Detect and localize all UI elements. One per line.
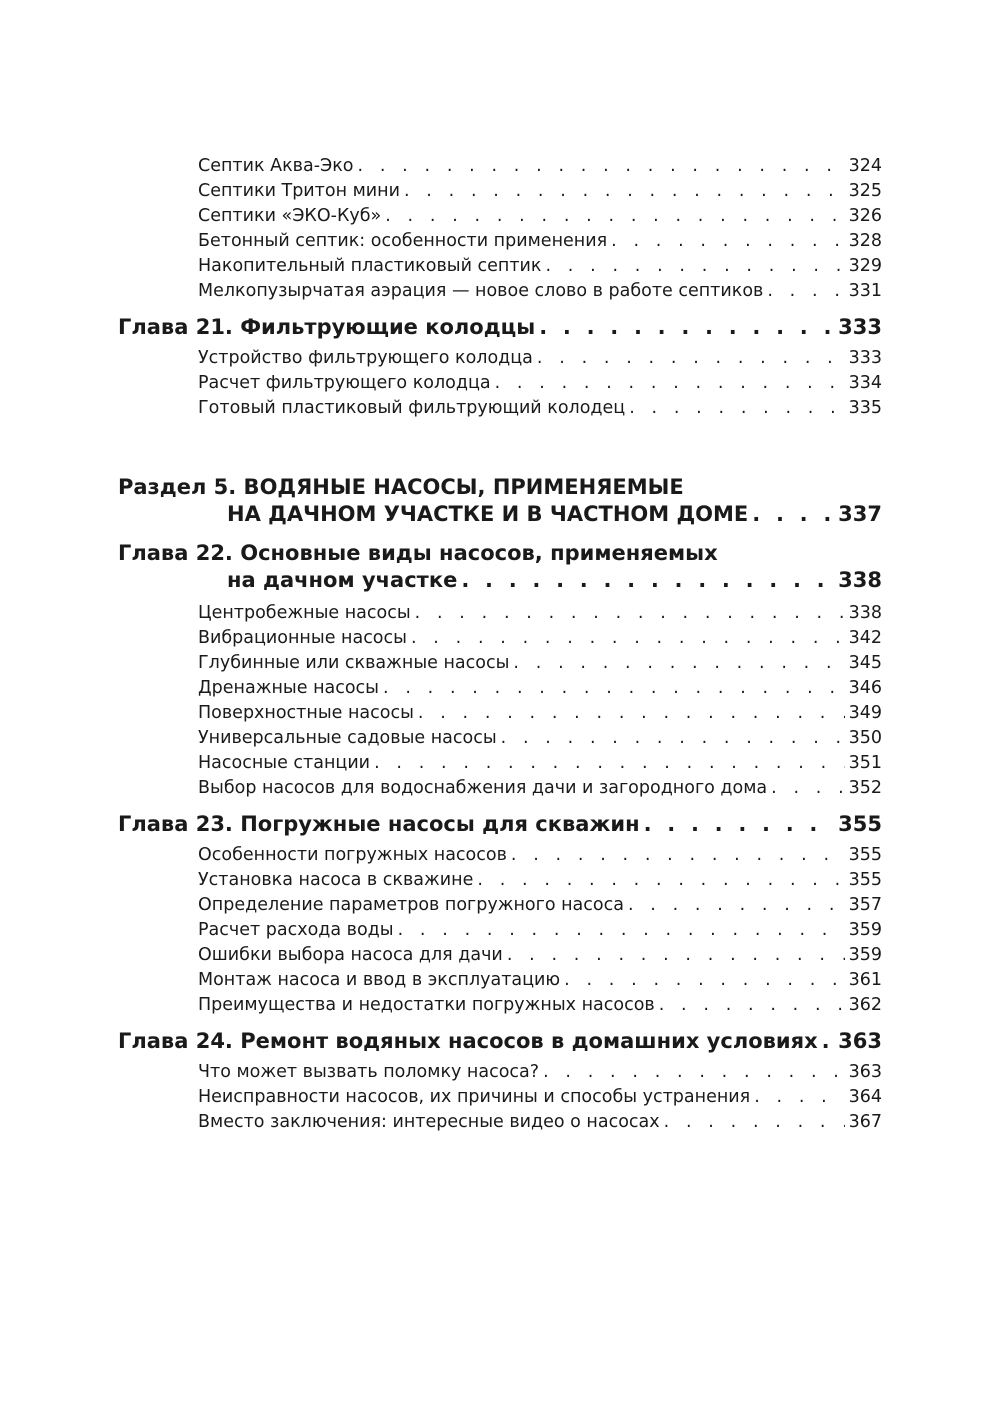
- toc-entry[interactable]: [198, 279, 882, 304]
- toc-entry[interactable]: [198, 204, 882, 229]
- toc-entry-title: Вместо заключения: интересные видео о насосах: [198, 1112, 660, 1132]
- toc-entry[interactable]: [198, 968, 882, 993]
- toc-chapter-22-title-line1: Глава 22. Основные виды насосов, применяемых: [118, 541, 718, 565]
- toc-entry-title: Преимущества и недостатки погружных насосов: [198, 995, 655, 1015]
- leader-dots: [767, 279, 844, 304]
- toc-entry-page: 362: [848, 995, 882, 1015]
- toc-chapter-23[interactable]: [118, 808, 882, 840]
- leader-dots: [404, 179, 845, 204]
- leader-dots: [398, 918, 845, 943]
- toc-entry-page: 335: [848, 398, 882, 418]
- toc-entry-title: Дренажные насосы: [198, 678, 379, 698]
- toc-entry-title: Накопительный пластиковый септик: [198, 256, 542, 276]
- leader-dots: [644, 808, 835, 840]
- toc-entry-page: 326: [848, 206, 882, 226]
- toc-entry[interactable]: [198, 1085, 882, 1110]
- toc-entry-page: 338: [848, 603, 882, 623]
- toc-entry-title: Септик Аква-Эко: [198, 156, 354, 176]
- toc-entry[interactable]: [198, 626, 882, 651]
- leader-dots: [543, 1060, 845, 1085]
- toc-entry-title: Устройство фильтрующего колодца: [198, 348, 533, 368]
- toc-entry-page: 355: [848, 845, 882, 865]
- leader-dots: [358, 154, 845, 179]
- leader-dots: [495, 371, 845, 396]
- toc-entry-page: 333: [848, 348, 882, 368]
- toc-entry-page: 334: [848, 373, 882, 393]
- toc-entry-title: Выбор насосов для водоснабжения дачи и загородного дома: [198, 778, 768, 798]
- toc-chapter-title: Глава 21. Фильтрующие колодцы: [118, 315, 536, 339]
- leader-dots: [659, 993, 845, 1018]
- toc-entry-page: 342: [848, 628, 882, 648]
- toc-entry-page: 350: [848, 728, 882, 748]
- toc-entry[interactable]: [198, 726, 882, 751]
- toc-section-5-title-line1: Раздел 5. ВОДЯНЫЕ НАСОСЫ, ПРИМЕНЯЕМЫЕ: [118, 475, 684, 499]
- toc-chapter-title: на дачном участке: [227, 568, 458, 592]
- toc-entry[interactable]: [198, 993, 882, 1018]
- toc-entry-title: Ошибки выбора насоса для дачи: [198, 945, 503, 965]
- toc-entry[interactable]: [198, 751, 882, 776]
- toc-entry-page: 349: [848, 703, 882, 723]
- leader-dots: [539, 311, 834, 343]
- leader-dots: [415, 601, 845, 626]
- leader-dots: [383, 676, 845, 701]
- toc-entry-title: Неисправности насосов, их причины и способы устранения: [198, 1087, 751, 1107]
- toc-entry-page: 363: [848, 1062, 882, 1082]
- toc-entry-title: Центробежные насосы: [198, 603, 411, 623]
- toc-entry-page: 364: [848, 1087, 882, 1107]
- toc-entry[interactable]: [198, 346, 882, 371]
- toc-entry[interactable]: [198, 776, 882, 801]
- toc-entry-title: Готовый пластиковый фильтрующий колодец: [198, 398, 626, 418]
- toc-entry-page: 361: [848, 970, 882, 990]
- toc-entry-page: 324: [848, 156, 882, 176]
- leader-dots: [511, 843, 845, 868]
- toc-entry[interactable]: [198, 843, 882, 868]
- toc-entry-title: Насосные станции: [198, 753, 371, 773]
- leader-dots: [629, 396, 844, 421]
- toc-entry-page: 352: [848, 778, 882, 798]
- leader-dots: [513, 651, 844, 676]
- toc-section-title: НА ДАЧНОМ УЧАСТКЕ И В ЧАСТНОМ ДОМЕ: [227, 502, 749, 526]
- toc-chapter-24[interactable]: [118, 1025, 882, 1057]
- leader-dots: [564, 968, 844, 993]
- toc-chapter-page: 363: [838, 1029, 882, 1053]
- toc-chapter-21[interactable]: [118, 311, 882, 343]
- toc-entry-title: Определение параметров погружного насоса: [198, 895, 624, 915]
- toc-entry-page: 359: [848, 920, 882, 940]
- leader-dots: [611, 229, 844, 254]
- leader-dots: [507, 943, 845, 968]
- leader-dots: [752, 498, 834, 530]
- toc-entry-page: 357: [848, 895, 882, 915]
- toc-entry-title: Бетонный септик: особенности применения: [198, 231, 608, 251]
- toc-entry-title: Установка насоса в скважине: [198, 870, 474, 890]
- toc-entry-title: Поверхностные насосы: [198, 703, 414, 723]
- toc-entry-title: Глубинные или скважные насосы: [198, 653, 510, 673]
- toc-entry-title: Особенности погружных насосов: [198, 845, 507, 865]
- toc-entry-page: 328: [848, 231, 882, 251]
- leader-dots: [664, 1110, 845, 1135]
- toc-entry[interactable]: [198, 1060, 882, 1085]
- leader-dots: [545, 254, 844, 279]
- leader-dots: [628, 893, 845, 918]
- toc-chapter-22[interactable]: [227, 564, 882, 596]
- toc-entry-title: Монтаж насоса и ввод в эксплуатацию: [198, 970, 561, 990]
- toc-entry-page: 345: [848, 653, 882, 673]
- leader-dots: [754, 1085, 844, 1110]
- toc-entry-page: 329: [848, 256, 882, 276]
- toc-entry[interactable]: [198, 1110, 882, 1135]
- toc-entry-title: Что может вызвать поломку насоса?: [198, 1062, 540, 1082]
- toc-entry-title: Расчет фильтрующего колодца: [198, 373, 491, 393]
- toc-chapter-page: 338: [838, 568, 882, 592]
- toc-section-page: 337: [838, 502, 882, 526]
- toc-entry[interactable]: [198, 943, 882, 968]
- leader-dots: [374, 751, 845, 776]
- leader-dots: [477, 868, 844, 893]
- toc-entry-page: 367: [848, 1112, 882, 1132]
- leader-dots: [418, 701, 845, 726]
- toc-entry-page: 359: [848, 945, 882, 965]
- leader-dots: [385, 204, 844, 229]
- toc-entry[interactable]: [198, 868, 882, 893]
- toc-entry-title: Расчет расхода воды: [198, 920, 394, 940]
- toc-entry[interactable]: [198, 601, 882, 626]
- toc-entry[interactable]: [198, 254, 882, 279]
- toc-entry[interactable]: [198, 893, 882, 918]
- toc-entry-page: 331: [848, 281, 882, 301]
- toc-chapter-title: Глава 24. Ремонт водяных насосов в домашних условиях: [118, 1029, 818, 1053]
- leader-dots: [461, 564, 834, 596]
- toc-entry-page: 325: [848, 181, 882, 201]
- leader-dots: [411, 626, 845, 651]
- toc-entry[interactable]: [198, 179, 882, 204]
- toc-chapter-title: Глава 23. Погружные насосы для скважин: [118, 812, 640, 836]
- toc-entry[interactable]: [198, 396, 882, 421]
- toc-entry[interactable]: [198, 229, 882, 254]
- toc-section-5[interactable]: [227, 498, 882, 530]
- toc-entry-title: Мелкопузырчатая аэрация — новое слово в работе септиков: [198, 281, 764, 301]
- leader-dots: [501, 726, 845, 751]
- toc-entry-page: 355: [848, 870, 882, 890]
- leader-dots: [822, 1025, 834, 1057]
- leader-dots: [771, 776, 844, 801]
- toc-entry-page: 346: [848, 678, 882, 698]
- toc-entry-title: Септики «ЭКО-Куб»: [198, 206, 382, 226]
- toc-entry[interactable]: [198, 154, 882, 179]
- toc-entry-title: Вибрационные насосы: [198, 628, 407, 648]
- toc-entry-title: Септики Тритон мини: [198, 181, 400, 201]
- leader-dots: [537, 346, 845, 371]
- toc-entry-title: Универсальные садовые насосы: [198, 728, 497, 748]
- toc-chapter-page: 333: [838, 315, 882, 339]
- toc-entry[interactable]: [198, 701, 882, 726]
- toc-entry[interactable]: [198, 651, 882, 676]
- toc-chapter-page: 355: [838, 812, 882, 836]
- toc-entry[interactable]: [198, 676, 882, 701]
- toc-entry[interactable]: [198, 918, 882, 943]
- toc-entry[interactable]: [198, 371, 882, 396]
- toc-entry-page: 351: [848, 753, 882, 773]
